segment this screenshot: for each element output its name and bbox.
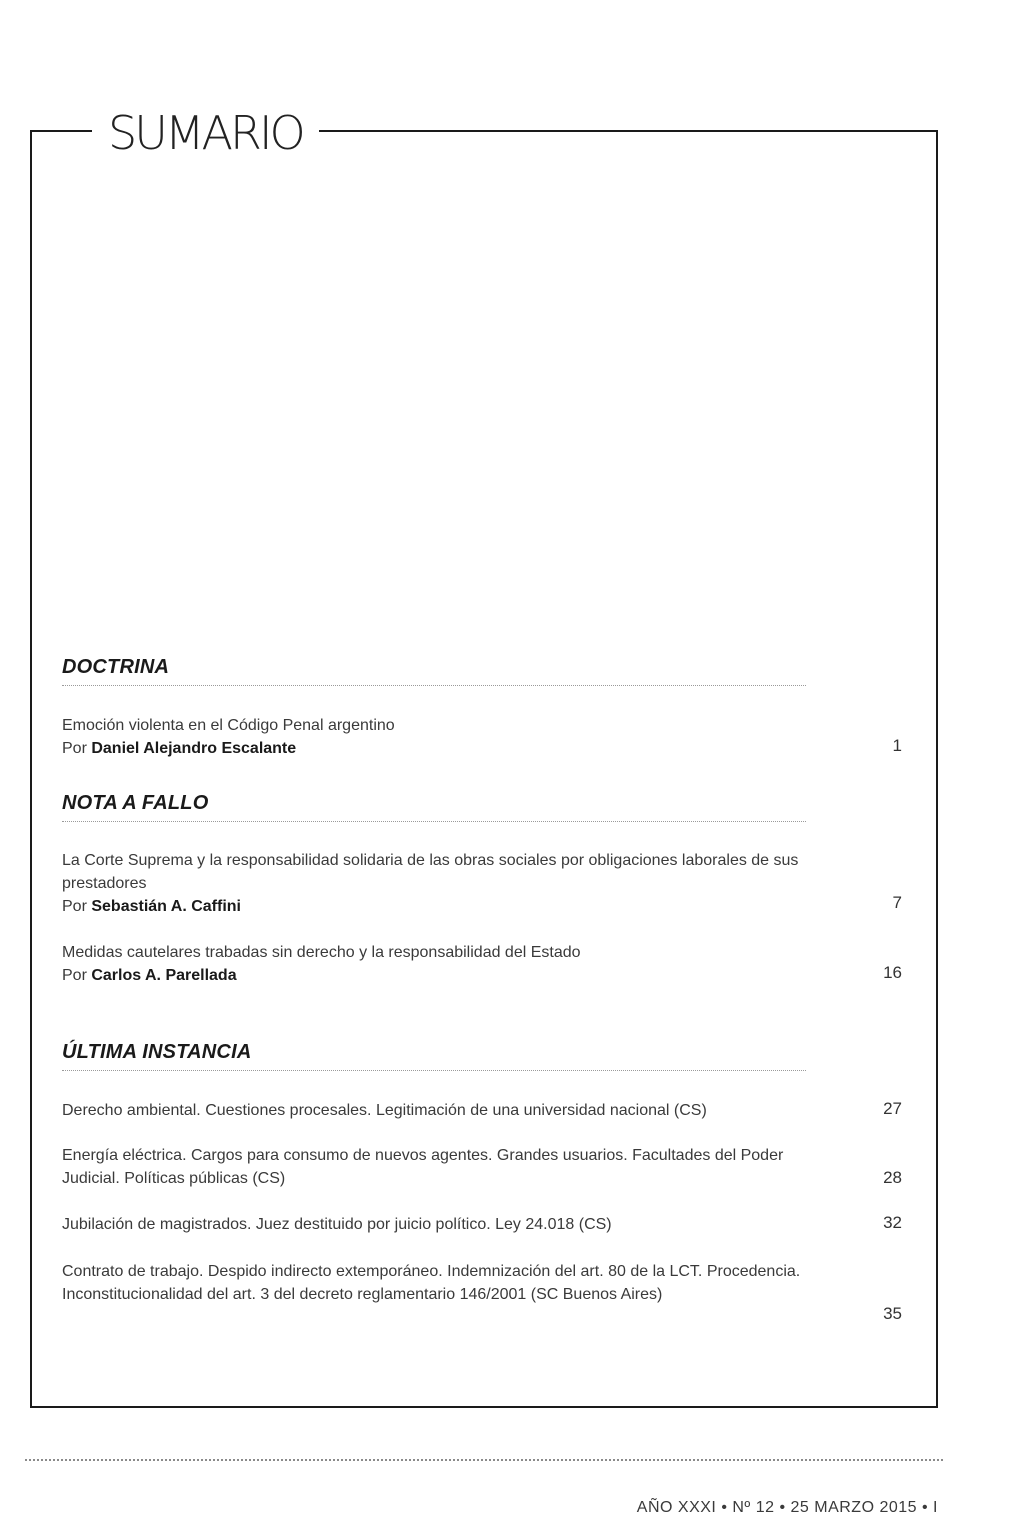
entry-title: Derecho ambiental. Cuestiones procesales. Legitimación de una universidad nacional (CS) bbox=[62, 1102, 707, 1119]
entry-title: Emoción violenta en el Código Penal argentino bbox=[62, 717, 395, 734]
entry-page-number: 32 bbox=[883, 1213, 902, 1232]
issue-footer: AÑO XXXI • Nº 12 • 25 MARZO 2015 • I bbox=[636, 1499, 938, 1516]
section-heading-doctrina: DOCTRINA bbox=[62, 656, 806, 686]
entry-title: Energía eléctrica. Cargos para consumo de nuevos agentes. Grandes usuarios. Facultades del Poder Judicial. Políticas públicas (CS) bbox=[62, 1147, 784, 1187]
entry-author-line: Por Daniel Alejandro Escalante bbox=[62, 740, 297, 757]
entry-title: Contrato de trabajo. Despido indirecto extemporáneo. Indemnización del art. 80 de la LCT. Procedencia. Inconstitucionalidad del art. 3 del decreto reglamentario 146/2001 (SC Buenos Aires) bbox=[62, 1263, 801, 1303]
entry-author-line: Por Carlos A. Parellada bbox=[62, 967, 237, 984]
entry-page-number: 28 bbox=[883, 1168, 902, 1187]
title-wrap bbox=[92, 104, 319, 162]
toc-entry[interactable] bbox=[62, 714, 902, 760]
entry-author: Daniel Alejandro Escalante bbox=[91, 740, 297, 757]
entry-author-line: Por Sebastián A. Caffini bbox=[62, 898, 241, 915]
entry-page-number: 16 bbox=[883, 963, 902, 982]
entry-page-number: 35 bbox=[883, 1304, 902, 1323]
entry-author: Carlos A. Parellada bbox=[91, 967, 237, 984]
entry-title: Medidas cautelares trabadas sin derecho y la responsabilidad del Estado bbox=[62, 944, 581, 961]
entry-page-number: 27 bbox=[883, 1099, 902, 1118]
section-heading-ultima-instancia: ÚLTIMA INSTANCIA bbox=[62, 1041, 806, 1071]
toc-entry[interactable] bbox=[62, 1099, 902, 1122]
toc-entry[interactable] bbox=[62, 1213, 902, 1236]
toc-entry[interactable] bbox=[62, 1260, 902, 1323]
footer-divider bbox=[25, 1459, 943, 1461]
page-title: SUMARIO bbox=[108, 106, 303, 160]
toc-entry[interactable] bbox=[62, 849, 902, 918]
entry-author: Sebastián A. Caffini bbox=[91, 898, 241, 915]
entry-page-number: 7 bbox=[892, 893, 902, 912]
entry-page-number: 1 bbox=[892, 736, 902, 755]
toc-entry[interactable] bbox=[62, 1144, 902, 1190]
section-heading-nota-a-fallo: NOTA A FALLO bbox=[62, 792, 806, 822]
toc-entry[interactable] bbox=[62, 941, 902, 987]
entry-title: La Corte Suprema y la responsabilidad solidaria de las obras sociales por obligaciones laborales de sus prestadores bbox=[62, 852, 799, 892]
entry-title: Jubilación de magistrados. Juez destituido por juicio político. Ley 24.018 (CS) bbox=[62, 1216, 612, 1233]
